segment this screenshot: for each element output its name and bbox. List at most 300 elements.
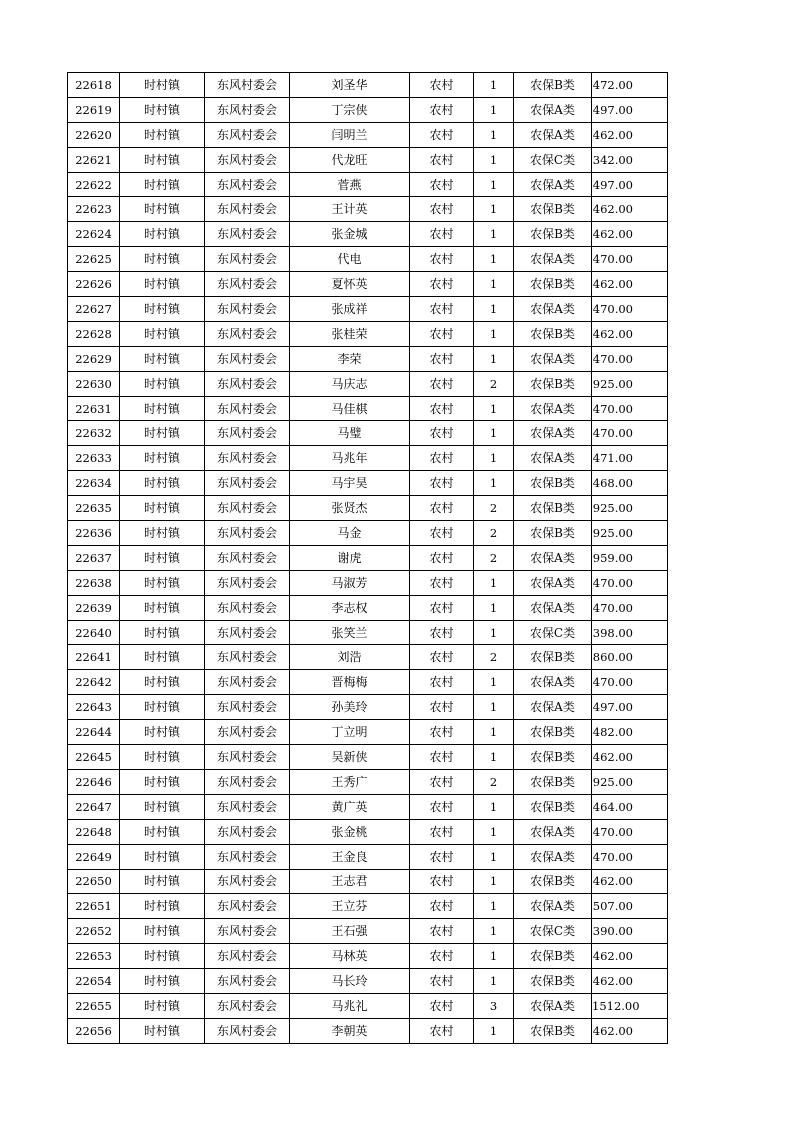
amount-cell: 462.00 [592, 869, 668, 894]
table-row [68, 745, 668, 770]
insurance-category-cell: 农保A类 [514, 670, 592, 695]
amount-cell: 497.00 [592, 172, 668, 197]
person-count-cell: 2 [474, 645, 514, 670]
person-count-cell: 1 [474, 869, 514, 894]
record-id-cell: 22635 [68, 496, 120, 521]
name-cell: 张贤杰 [290, 496, 410, 521]
amount-cell: 860.00 [592, 645, 668, 670]
amount-cell: 470.00 [592, 346, 668, 371]
table-row [68, 844, 668, 869]
amount-cell: 462.00 [592, 1018, 668, 1043]
name-cell: 代电 [290, 247, 410, 272]
town-cell: 时村镇 [120, 172, 205, 197]
person-count-cell: 1 [474, 919, 514, 944]
insurance-category-cell: 农保C类 [514, 919, 592, 944]
record-id-cell: 22654 [68, 969, 120, 994]
name-cell: 菅燕 [290, 172, 410, 197]
village-committee-cell: 东风村委会 [205, 321, 290, 346]
village-committee-cell: 东风村委会 [205, 247, 290, 272]
village-committee-cell: 东风村委会 [205, 769, 290, 794]
amount-cell: 959.00 [592, 545, 668, 570]
table-row [68, 595, 668, 620]
village-committee-cell: 东风村委会 [205, 1018, 290, 1043]
name-cell: 李志权 [290, 595, 410, 620]
record-id-cell: 22648 [68, 819, 120, 844]
town-cell: 时村镇 [120, 471, 205, 496]
insurance-category-cell: 农保C类 [514, 147, 592, 172]
village-committee-cell: 东风村委会 [205, 969, 290, 994]
person-count-cell: 3 [474, 993, 514, 1018]
village-committee-cell: 东风村委会 [205, 993, 290, 1018]
amount-cell: 462.00 [592, 969, 668, 994]
table-row [68, 944, 668, 969]
household-type-cell: 农村 [410, 172, 474, 197]
village-committee-cell: 东风村委会 [205, 122, 290, 147]
table-row [68, 396, 668, 421]
insurance-category-cell: 农保A类 [514, 570, 592, 595]
household-type-cell: 农村 [410, 371, 474, 396]
record-id-cell: 22646 [68, 769, 120, 794]
insurance-category-cell: 农保A类 [514, 545, 592, 570]
record-id-cell: 22634 [68, 471, 120, 496]
table-row [68, 969, 668, 994]
amount-cell: 470.00 [592, 670, 668, 695]
person-count-cell: 1 [474, 321, 514, 346]
record-id-cell: 22644 [68, 720, 120, 745]
town-cell: 时村镇 [120, 595, 205, 620]
person-count-cell: 1 [474, 272, 514, 297]
village-committee-cell: 东风村委会 [205, 521, 290, 546]
insurance-category-cell: 农保B类 [514, 73, 592, 98]
record-id-cell: 22647 [68, 794, 120, 819]
record-id-cell: 22627 [68, 297, 120, 322]
insurance-category-cell: 农保B类 [514, 371, 592, 396]
village-committee-cell: 东风村委会 [205, 944, 290, 969]
amount-cell: 925.00 [592, 769, 668, 794]
record-id-cell: 22632 [68, 421, 120, 446]
table-row [68, 1018, 668, 1043]
household-type-cell: 农村 [410, 321, 474, 346]
record-id-cell: 22643 [68, 695, 120, 720]
household-type-cell: 农村 [410, 745, 474, 770]
village-committee-cell: 东风村委会 [205, 695, 290, 720]
amount-cell: 462.00 [592, 745, 668, 770]
village-committee-cell: 东风村委会 [205, 446, 290, 471]
town-cell: 时村镇 [120, 670, 205, 695]
village-committee-cell: 东风村委会 [205, 670, 290, 695]
household-type-cell: 农村 [410, 919, 474, 944]
household-type-cell: 农村 [410, 844, 474, 869]
name-cell: 李朝英 [290, 1018, 410, 1043]
insurance-category-cell: 农保A类 [514, 247, 592, 272]
table-row [68, 97, 668, 122]
village-committee-cell: 东风村委会 [205, 794, 290, 819]
insurance-category-cell: 农保B类 [514, 471, 592, 496]
insurance-category-cell: 农保B类 [514, 521, 592, 546]
amount-cell: 507.00 [592, 894, 668, 919]
amount-cell: 470.00 [592, 421, 668, 446]
amount-cell: 925.00 [592, 521, 668, 546]
record-id-cell: 22642 [68, 670, 120, 695]
insurance-category-cell: 农保A类 [514, 844, 592, 869]
record-id-cell: 22655 [68, 993, 120, 1018]
household-type-cell: 农村 [410, 147, 474, 172]
amount-cell: 470.00 [592, 595, 668, 620]
household-type-cell: 农村 [410, 346, 474, 371]
table-row [68, 869, 668, 894]
amount-cell: 462.00 [592, 222, 668, 247]
person-count-cell: 1 [474, 670, 514, 695]
person-count-cell: 1 [474, 147, 514, 172]
name-cell: 王志君 [290, 869, 410, 894]
village-committee-cell: 东风村委会 [205, 396, 290, 421]
person-count-cell: 2 [474, 521, 514, 546]
insurance-category-cell: 农保B类 [514, 496, 592, 521]
insurance-category-cell: 农保A类 [514, 97, 592, 122]
person-count-cell: 1 [474, 471, 514, 496]
town-cell: 时村镇 [120, 346, 205, 371]
amount-cell: 470.00 [592, 247, 668, 272]
table-row [68, 894, 668, 919]
table-row [68, 570, 668, 595]
amount-cell: 342.00 [592, 147, 668, 172]
table-row [68, 695, 668, 720]
village-committee-cell: 东风村委会 [205, 545, 290, 570]
person-count-cell: 1 [474, 421, 514, 446]
table-row [68, 272, 668, 297]
village-committee-cell: 东风村委会 [205, 620, 290, 645]
town-cell: 时村镇 [120, 97, 205, 122]
insurance-category-cell: 农保A类 [514, 894, 592, 919]
town-cell: 时村镇 [120, 396, 205, 421]
amount-cell: 497.00 [592, 97, 668, 122]
record-id-cell: 22625 [68, 247, 120, 272]
person-count-cell: 1 [474, 944, 514, 969]
town-cell: 时村镇 [120, 993, 205, 1018]
table-row [68, 371, 668, 396]
name-cell: 刘圣华 [290, 73, 410, 98]
town-cell: 时村镇 [120, 272, 205, 297]
town-cell: 时村镇 [120, 321, 205, 346]
name-cell: 王计英 [290, 197, 410, 222]
town-cell: 时村镇 [120, 496, 205, 521]
town-cell: 时村镇 [120, 769, 205, 794]
town-cell: 时村镇 [120, 695, 205, 720]
table-row [68, 620, 668, 645]
household-type-cell: 农村 [410, 446, 474, 471]
record-id-cell: 22652 [68, 919, 120, 944]
person-count-cell: 1 [474, 122, 514, 147]
person-count-cell: 1 [474, 1018, 514, 1043]
insurance-category-cell: 农保B类 [514, 944, 592, 969]
village-committee-cell: 东风村委会 [205, 297, 290, 322]
record-id-cell: 22620 [68, 122, 120, 147]
table-row [68, 172, 668, 197]
insurance-category-cell: 农保C类 [514, 620, 592, 645]
village-committee-cell: 东风村委会 [205, 844, 290, 869]
record-id-cell: 22618 [68, 73, 120, 98]
insurance-category-cell: 农保B类 [514, 272, 592, 297]
village-committee-cell: 东风村委会 [205, 496, 290, 521]
record-id-cell: 22651 [68, 894, 120, 919]
person-count-cell: 1 [474, 346, 514, 371]
town-cell: 时村镇 [120, 197, 205, 222]
insurance-category-cell: 农保A类 [514, 446, 592, 471]
insurance-category-cell: 农保A类 [514, 122, 592, 147]
town-cell: 时村镇 [120, 745, 205, 770]
name-cell: 丁宗侠 [290, 97, 410, 122]
insurance-category-cell: 农保A类 [514, 297, 592, 322]
name-cell: 马宇昊 [290, 471, 410, 496]
household-type-cell: 农村 [410, 993, 474, 1018]
record-id-cell: 22641 [68, 645, 120, 670]
name-cell: 马长玲 [290, 969, 410, 994]
table-row [68, 122, 668, 147]
amount-cell: 462.00 [592, 122, 668, 147]
town-cell: 时村镇 [120, 944, 205, 969]
name-cell: 吴新侠 [290, 745, 410, 770]
name-cell: 王秀广 [290, 769, 410, 794]
village-committee-cell: 东风村委会 [205, 73, 290, 98]
household-type-cell: 农村 [410, 396, 474, 421]
record-id-cell: 22640 [68, 620, 120, 645]
person-count-cell: 1 [474, 73, 514, 98]
name-cell: 黄广英 [290, 794, 410, 819]
amount-cell: 470.00 [592, 396, 668, 421]
table-row [68, 521, 668, 546]
household-type-cell: 农村 [410, 197, 474, 222]
person-count-cell: 1 [474, 720, 514, 745]
person-count-cell: 1 [474, 222, 514, 247]
name-cell: 张成祥 [290, 297, 410, 322]
table-row [68, 147, 668, 172]
town-cell: 时村镇 [120, 819, 205, 844]
amount-cell: 925.00 [592, 496, 668, 521]
household-type-cell: 农村 [410, 769, 474, 794]
name-cell: 王石强 [290, 919, 410, 944]
record-id-cell: 22650 [68, 869, 120, 894]
village-committee-cell: 东风村委会 [205, 570, 290, 595]
record-id-cell: 22639 [68, 595, 120, 620]
town-cell: 时村镇 [120, 894, 205, 919]
amount-cell: 472.00 [592, 73, 668, 98]
person-count-cell: 2 [474, 371, 514, 396]
table-body [68, 73, 668, 1044]
town-cell: 时村镇 [120, 844, 205, 869]
amount-cell: 390.00 [592, 919, 668, 944]
name-cell: 孙美玲 [290, 695, 410, 720]
town-cell: 时村镇 [120, 247, 205, 272]
name-cell: 马金 [290, 521, 410, 546]
person-count-cell: 2 [474, 496, 514, 521]
amount-cell: 1512.00 [592, 993, 668, 1018]
table-row [68, 73, 668, 98]
town-cell: 时村镇 [120, 147, 205, 172]
amount-cell: 464.00 [592, 794, 668, 819]
household-type-cell: 农村 [410, 794, 474, 819]
household-type-cell: 农村 [410, 944, 474, 969]
person-count-cell: 2 [474, 545, 514, 570]
record-id-cell: 22621 [68, 147, 120, 172]
village-committee-cell: 东风村委会 [205, 720, 290, 745]
record-id-cell: 22631 [68, 396, 120, 421]
name-cell: 马庆志 [290, 371, 410, 396]
town-cell: 时村镇 [120, 570, 205, 595]
amount-cell: 497.00 [592, 695, 668, 720]
town-cell: 时村镇 [120, 545, 205, 570]
household-type-cell: 农村 [410, 421, 474, 446]
village-committee-cell: 东风村委会 [205, 894, 290, 919]
village-committee-cell: 东风村委会 [205, 645, 290, 670]
insurance-category-cell: 农保A类 [514, 396, 592, 421]
insurance-category-cell: 农保B类 [514, 869, 592, 894]
household-type-cell: 农村 [410, 969, 474, 994]
table-row [68, 496, 668, 521]
village-committee-cell: 东风村委会 [205, 595, 290, 620]
amount-cell: 462.00 [592, 321, 668, 346]
table-row [68, 346, 668, 371]
household-type-cell: 农村 [410, 545, 474, 570]
person-count-cell: 1 [474, 172, 514, 197]
record-id-cell: 22636 [68, 521, 120, 546]
town-cell: 时村镇 [120, 645, 205, 670]
name-cell: 马兆礼 [290, 993, 410, 1018]
insurance-category-cell: 农保A类 [514, 346, 592, 371]
insurance-category-cell: 农保B类 [514, 745, 592, 770]
name-cell: 代龙旺 [290, 147, 410, 172]
town-cell: 时村镇 [120, 371, 205, 396]
record-id-cell: 22656 [68, 1018, 120, 1043]
insurance-category-cell: 农保B类 [514, 645, 592, 670]
insurance-category-cell: 农保B类 [514, 1018, 592, 1043]
insurance-category-cell: 农保A类 [514, 172, 592, 197]
town-cell: 时村镇 [120, 620, 205, 645]
amount-cell: 470.00 [592, 297, 668, 322]
household-type-cell: 农村 [410, 297, 474, 322]
name-cell: 刘浩 [290, 645, 410, 670]
village-committee-cell: 东风村委会 [205, 919, 290, 944]
person-count-cell: 1 [474, 745, 514, 770]
name-cell: 谢虎 [290, 545, 410, 570]
amount-cell: 462.00 [592, 197, 668, 222]
person-count-cell: 2 [474, 769, 514, 794]
town-cell: 时村镇 [120, 297, 205, 322]
town-cell: 时村镇 [120, 1018, 205, 1043]
table-row [68, 297, 668, 322]
insurance-category-cell: 农保B类 [514, 321, 592, 346]
name-cell: 马璧 [290, 421, 410, 446]
record-id-cell: 22638 [68, 570, 120, 595]
insurance-category-cell: 农保A类 [514, 819, 592, 844]
person-count-cell: 1 [474, 570, 514, 595]
record-id-cell: 22626 [68, 272, 120, 297]
table-row [68, 993, 668, 1018]
village-committee-cell: 东风村委会 [205, 97, 290, 122]
record-id-cell: 22619 [68, 97, 120, 122]
record-id-cell: 22624 [68, 222, 120, 247]
record-id-cell: 22622 [68, 172, 120, 197]
table-row [68, 819, 668, 844]
household-type-cell: 农村 [410, 620, 474, 645]
data-table [67, 72, 668, 1044]
insurance-category-cell: 农保B类 [514, 197, 592, 222]
name-cell: 张金城 [290, 222, 410, 247]
town-cell: 时村镇 [120, 794, 205, 819]
town-cell: 时村镇 [120, 521, 205, 546]
person-count-cell: 1 [474, 247, 514, 272]
table-row [68, 321, 668, 346]
person-count-cell: 1 [474, 97, 514, 122]
village-committee-cell: 东风村委会 [205, 745, 290, 770]
name-cell: 马淑芳 [290, 570, 410, 595]
household-type-cell: 农村 [410, 720, 474, 745]
record-id-cell: 22649 [68, 844, 120, 869]
household-type-cell: 农村 [410, 894, 474, 919]
table-row [68, 471, 668, 496]
household-type-cell: 农村 [410, 496, 474, 521]
record-id-cell: 22637 [68, 545, 120, 570]
household-type-cell: 农村 [410, 272, 474, 297]
name-cell: 李荣 [290, 346, 410, 371]
record-id-cell: 22633 [68, 446, 120, 471]
name-cell: 晋梅梅 [290, 670, 410, 695]
person-count-cell: 1 [474, 620, 514, 645]
table-row [68, 197, 668, 222]
table-row [68, 720, 668, 745]
person-count-cell: 1 [474, 396, 514, 421]
household-type-cell: 农村 [410, 122, 474, 147]
table-row [68, 446, 668, 471]
town-cell: 时村镇 [120, 421, 205, 446]
village-committee-cell: 东风村委会 [205, 172, 290, 197]
person-count-cell: 1 [474, 819, 514, 844]
insurance-category-cell: 农保A类 [514, 421, 592, 446]
town-cell: 时村镇 [120, 73, 205, 98]
insurance-category-cell: 农保B类 [514, 794, 592, 819]
village-committee-cell: 东风村委会 [205, 147, 290, 172]
town-cell: 时村镇 [120, 446, 205, 471]
person-count-cell: 1 [474, 794, 514, 819]
insurance-category-cell: 农保A类 [514, 595, 592, 620]
record-id-cell: 22623 [68, 197, 120, 222]
village-committee-cell: 东风村委会 [205, 272, 290, 297]
household-type-cell: 农村 [410, 222, 474, 247]
record-id-cell: 22630 [68, 371, 120, 396]
table-row [68, 421, 668, 446]
village-committee-cell: 东风村委会 [205, 371, 290, 396]
table-row [68, 919, 668, 944]
household-type-cell: 农村 [410, 73, 474, 98]
insurance-category-cell: 农保A类 [514, 993, 592, 1018]
amount-cell: 470.00 [592, 570, 668, 595]
table-row [68, 769, 668, 794]
village-committee-cell: 东风村委会 [205, 471, 290, 496]
insurance-category-cell: 农保B类 [514, 720, 592, 745]
amount-cell: 925.00 [592, 371, 668, 396]
name-cell: 张笑兰 [290, 620, 410, 645]
name-cell: 张桂荣 [290, 321, 410, 346]
insurance-category-cell: 农保B类 [514, 769, 592, 794]
name-cell: 闫明兰 [290, 122, 410, 147]
village-committee-cell: 东风村委会 [205, 197, 290, 222]
amount-cell: 470.00 [592, 844, 668, 869]
person-count-cell: 1 [474, 595, 514, 620]
table-row [68, 670, 668, 695]
name-cell: 王金良 [290, 844, 410, 869]
amount-cell: 482.00 [592, 720, 668, 745]
person-count-cell: 1 [474, 297, 514, 322]
household-type-cell: 农村 [410, 570, 474, 595]
